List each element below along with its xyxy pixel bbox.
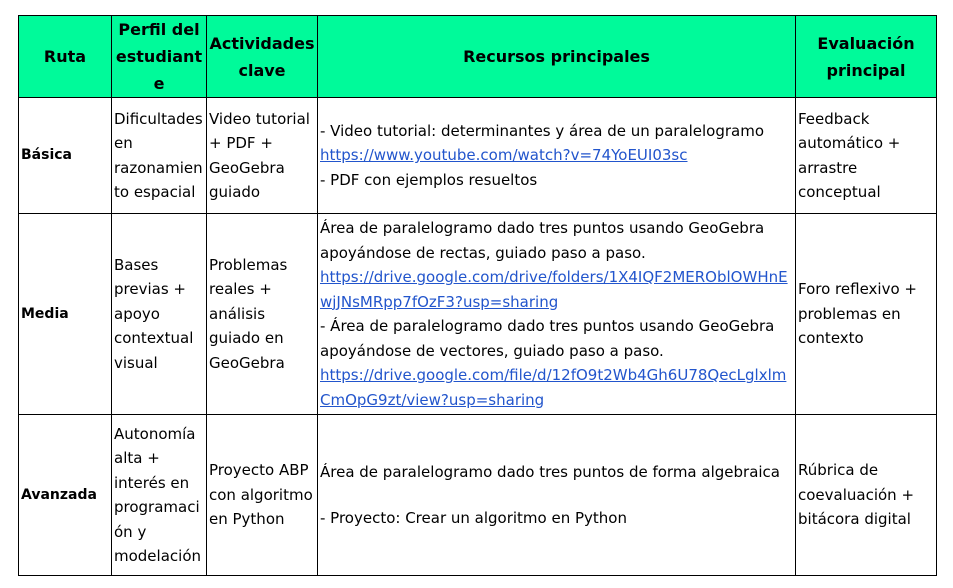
evaluacion-cell: Rúbrica de coevaluación + bitácora digital	[796, 415, 937, 576]
recursos-cell	[318, 98, 796, 214]
resource-text: - Área de paralelogramo dado tres puntos usando GeoGebra apoyándose de vectores, guiado paso a paso.	[320, 317, 775, 360]
spacer	[320, 485, 793, 506]
resource-text: - PDF con ejemplos resueltos	[320, 170, 538, 189]
youtube-link[interactable]: https://www.youtube.com/watch?v=74YoEUI03sc	[320, 146, 688, 165]
table-row-media	[19, 214, 937, 415]
perfil-cell: Autonomía alta + interés en programación y modelación	[112, 415, 207, 576]
actividades-cell: Proyecto ABP con algoritmo en Python	[207, 415, 318, 576]
perfil-cell: Dificultades en razonamiento espacial	[112, 98, 207, 214]
resource-text: - Video tutorial: determinantes y área de un paralelogramo	[320, 121, 765, 140]
perfil-cell: Bases previas + apoyo contextual visual	[112, 214, 207, 415]
evaluacion-cell: Feedback automático + arrastre conceptual	[796, 98, 937, 214]
recursos-cell	[318, 214, 796, 415]
drive-file-link[interactable]: https://drive.google.com/file/d/12fO9t2Wb4Gh6U78QecLglxlmCmOpG9zt/view?usp=sharing	[320, 366, 787, 409]
evaluacion-cell: Foro reflexivo + problemas en contexto	[796, 214, 937, 415]
table-row-avanzada	[19, 415, 937, 576]
header-perfil: Perfil del estudiante	[112, 16, 207, 98]
header-evaluacion: Evaluación principal	[796, 16, 937, 98]
routes-table-container	[18, 15, 937, 576]
routes-table	[18, 15, 937, 576]
route-cell: Avanzada	[19, 415, 112, 576]
route-cell: Básica	[19, 98, 112, 214]
header-recursos: Recursos principales	[318, 16, 796, 98]
actividades-cell: Problemas reales + análisis guiado en GeoGebra	[207, 214, 318, 415]
recursos-cell	[318, 415, 796, 576]
resource-text: Área de paralelogramo dado tres puntos usando GeoGebra apoyándose de rectas, guiado paso a paso.	[320, 219, 765, 262]
route-cell: Media	[19, 214, 112, 415]
table-row-basica	[19, 98, 937, 214]
header-actividades: Actividades clave	[207, 16, 318, 98]
resource-text: Área de paralelogramo dado tres puntos de forma algebraica	[320, 463, 780, 481]
header-ruta: Ruta	[19, 16, 112, 98]
resource-text: - Proyecto: Crear un algoritmo en Python	[320, 508, 627, 527]
header-row	[19, 16, 937, 98]
drive-folder-link[interactable]: https://drive.google.com/drive/folders/1X4IQF2MEROblOWHnEwjJNsMRpp7fOzF3?usp=sharing	[320, 268, 788, 311]
actividades-cell: Video tutorial + PDF + GeoGebra guiado	[207, 98, 318, 214]
